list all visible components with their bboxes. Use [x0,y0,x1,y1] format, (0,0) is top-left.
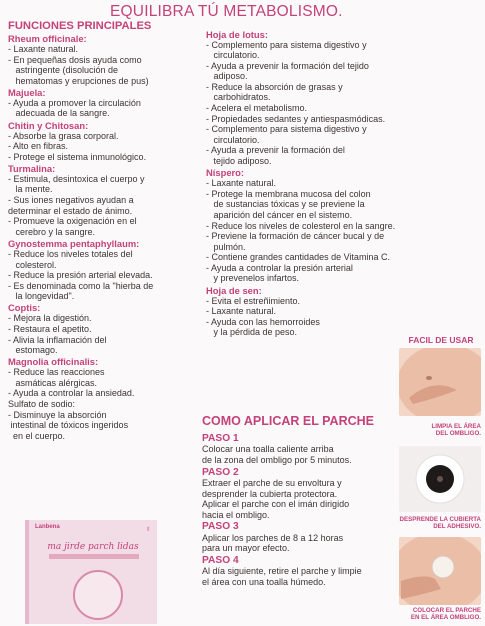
how-to-steps [202,432,392,588]
list-item: la mente. [8,184,53,195]
list-item: - Ayuda a prevenir la formación del [206,145,345,156]
list-item: - Acelera el metabolismo. [206,103,308,114]
list-item: astringente (disolución de [8,65,119,76]
list-item: - Propiedades sedantes y antiespasmódicas. [206,113,386,124]
step-text: Al día siguiente, retire el parche y limpie [202,566,362,577]
belly-image-2 [399,537,481,605]
list-item: - Estimula, desintoxica el cuerpo y [8,173,145,184]
section-heading: Chitin y Chitosan: [8,119,89,131]
section-heading: Gynostemma pentaphyllaum: [8,237,140,249]
list-item: - Mejora la digestión. [8,313,92,324]
section-heading: Coptis: [8,302,41,314]
product-icon: ♁ [145,524,151,533]
list-item: tejido adiposo. [206,156,272,167]
list-item: - Reduce las reacciones [8,367,105,378]
step-text: el área con una toalla húmedo. [202,576,326,587]
caption-step-2: DESPRENDE LA CUBIERTA DEL ADHESIVO. [399,516,481,530]
list-item: intestinal de tóxicos ingeridos [8,420,129,431]
list-item: asmáticas alérgicas. [8,377,98,388]
section-heading: Hoja de lotus: [206,28,268,40]
side-panel-heading: FACIL DE USAR [408,335,474,345]
step-label: PASO 2 [202,466,239,478]
list-item: - Alto en fibras. [8,141,69,152]
step-text: Extraer el parche de su envoltura y [202,478,342,488]
page-title: EQUILIBRA TÚ METABOLISMO. [110,3,343,20]
belly-photo-patch [399,537,481,605]
package-subtitle-bar [49,554,139,559]
patch-image [399,446,481,512]
step-label: PASO 3 [202,521,239,533]
package-title: ma jirde parch lidas [47,542,139,552]
list-item: adecuada de la sangre. [8,108,110,119]
section-heading: Turmalina: [8,162,56,174]
list-item: y prevenelos infartos. [206,273,300,284]
section-heading: Majuela: [8,86,46,98]
list-item: - Ayuda a controlar la ansiedad. [8,388,135,399]
package-logo: Lanbena [35,524,60,530]
list-item: colesterol. [8,259,57,270]
list-item: - Es denominada como la "hierba de [8,280,154,291]
list-item: - Absorbe la grasa corporal. [8,130,119,141]
step-text: de la zona del ombligo por 5 minutos. [202,455,352,465]
section-heading: Hoja de sen: [206,284,262,296]
list-item: en el cuerpo. [8,430,66,441]
caption-step-1: LIMPIA EL ÁREA DEL OMBLIGO. [431,423,481,437]
list-item: - En pequeñas dosis ayuda como [8,54,142,65]
list-item: circulatorio. [206,50,260,61]
step-label: PASO 1 [202,433,239,444]
left-column [8,20,198,441]
caption-step-3: COLOCAR EL PARCHE EN EL ÁREA OMBLIGO. [410,607,481,621]
list-item: - Protege la membrana mucosa del colon [206,188,371,199]
list-item: cerebro y la sangre. [8,226,96,237]
list-item: - Contiene grandes cantidades de Vitamina C. [206,252,390,263]
list-item: - Ayuda a promover la circulación [8,97,141,108]
list-item: - Complemento para sistema digestivo y [206,39,367,50]
list-item: - Sus iones negativos ayudan a [8,195,134,206]
list-item: pulmón. [206,241,246,252]
list-item: de sustancias tóxicas y se previene la [206,199,365,210]
product-package [25,520,157,624]
step-text: desprender la cubierta protectora. [202,488,338,499]
list-item: - Laxante natural. [206,306,277,317]
list-item: determinar el estado de ánimo. [8,205,133,216]
list-item: - Ayuda con las hemorroides [206,316,320,327]
list-item: - Reduce los niveles de colesterol en la sangre. [206,220,396,231]
step-text: Colocar una toalla caliente arriba [202,444,334,455]
list-item: - Promueve la oxigenación en el [8,216,137,227]
right-column [206,28,476,338]
section-heading: Níspero: [206,167,245,179]
list-item: - Complemento para sistema digestivo y [206,124,367,135]
step-text: para un mayor efecto. [202,543,290,554]
list-item: - Disminuye la absorción [8,409,107,420]
list-item: Sulfato de sodio: [8,399,76,410]
list-item: - Reduce la presión arterial elevada. [8,270,153,281]
step-text: hacia el ombligo. [202,509,270,520]
list-item: y la pérdida de peso. [206,327,298,338]
how-to-heading: COMO APLICAR EL PARCHE [202,414,374,428]
list-item: circulatorio. [206,134,260,145]
list-item: - Reduce la absorción de grasas y [206,81,343,92]
step-text: Aplicar el parche con el imán dirigido [202,499,350,510]
main-heading: FUNCIONES PRINCIPALES [8,20,152,32]
list-item: - Alivia la inflamación del [8,334,107,345]
list-item: hematomas y erupciones de pus) [8,75,149,86]
step-label: PASO 4 [202,554,239,566]
section-heading: Rheum officinale: [8,33,87,44]
list-item: - Previene la formación de cáncer bucal y de [206,231,385,242]
list-item: - Protege el sistema inmunológico. [8,151,147,162]
section-heading: Magnolia officinalis: [8,356,99,368]
list-item: estomago. [8,345,58,356]
list-item: - Laxante natural. [8,44,79,54]
list-item: - Reduce los niveles totales del [8,248,133,259]
list-item: - Restaura el apetito. [8,323,92,334]
patch-photo [399,446,481,512]
list-item: carbohidratos. [206,92,271,103]
list-item: aparición del cáncer en el sistemo. [206,209,353,220]
list-item: - Ayuda a prevenir la formación del tejido [206,60,369,71]
list-item: - Laxante natural. [206,178,277,189]
list-item: - Ayuda a controlar la presión arterial [206,262,353,273]
list-item: adiposo. [206,71,248,82]
list-item: - Evita el estreñimiento. [206,295,301,306]
belly-image-1 [399,348,481,416]
list-item: la longevidad". [8,291,75,302]
step-text: Aplicar los parches de 8 a 12 horas [202,532,344,543]
belly-photo-clean [399,348,481,416]
package-circle-graphic [73,570,123,620]
